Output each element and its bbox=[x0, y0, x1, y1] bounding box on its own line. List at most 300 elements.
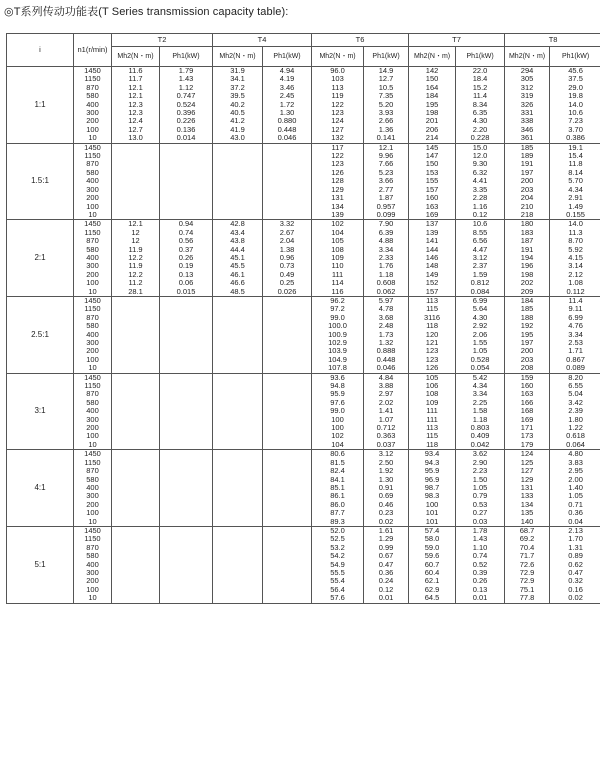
table-row bbox=[7, 586, 600, 594]
table-row bbox=[7, 339, 600, 347]
power-cell: 2.77 bbox=[364, 186, 409, 194]
power-cell bbox=[160, 305, 213, 313]
torque-cell: 108 bbox=[409, 390, 456, 398]
speed-cell: 580 bbox=[74, 246, 112, 254]
power-cell: 7.23 bbox=[550, 117, 600, 125]
power-cell: 0.155 bbox=[550, 211, 600, 220]
power-cell: 0.24 bbox=[364, 577, 409, 585]
torque-cell: 43.0 bbox=[213, 134, 263, 143]
torque-cell bbox=[213, 143, 263, 152]
table-row bbox=[7, 569, 600, 577]
torque-cell: 41.9 bbox=[213, 126, 263, 134]
power-cell bbox=[160, 416, 213, 424]
torque-cell: 139 bbox=[409, 229, 456, 237]
torque-cell bbox=[213, 526, 263, 535]
torque-cell: 159 bbox=[505, 373, 550, 382]
power-cell: 4.30 bbox=[456, 314, 505, 322]
torque-cell bbox=[112, 432, 160, 440]
speed-cell: 1450 bbox=[74, 220, 112, 229]
torque-cell: 77.8 bbox=[505, 594, 550, 603]
power-cell: 0.99 bbox=[364, 544, 409, 552]
table-row bbox=[7, 305, 600, 313]
torque-cell: 163 bbox=[505, 390, 550, 398]
speed-cell: 400 bbox=[74, 407, 112, 415]
power-cell: 0.396 bbox=[160, 109, 213, 117]
power-cell: 1.31 bbox=[550, 544, 600, 552]
torque-cell: 128 bbox=[312, 177, 364, 185]
torque-cell: 81.5 bbox=[312, 459, 364, 467]
torque-cell: 346 bbox=[505, 126, 550, 134]
torque-cell: 100.0 bbox=[312, 322, 364, 330]
power-cell: 1.61 bbox=[364, 526, 409, 535]
power-cell: 2.02 bbox=[364, 399, 409, 407]
table-row bbox=[7, 229, 600, 237]
torque-cell bbox=[213, 399, 263, 407]
torque-cell: 59.0 bbox=[409, 544, 456, 552]
speed-cell: 400 bbox=[74, 331, 112, 339]
torque-cell: 169 bbox=[409, 211, 456, 220]
power-cell: 1.41 bbox=[364, 407, 409, 415]
power-cell: 6.32 bbox=[456, 169, 505, 177]
power-cell: 5.64 bbox=[456, 305, 505, 313]
torque-cell bbox=[213, 322, 263, 330]
speed-cell: 1150 bbox=[74, 229, 112, 237]
table-row bbox=[7, 186, 600, 194]
power-cell: 0.04 bbox=[550, 518, 600, 527]
torque-cell: 326 bbox=[505, 101, 550, 109]
power-cell bbox=[263, 186, 312, 194]
power-cell: 0.03 bbox=[456, 518, 505, 527]
table-row bbox=[7, 577, 600, 585]
power-cell: 12.0 bbox=[456, 152, 505, 160]
power-cell: 7.35 bbox=[364, 92, 409, 100]
speed-cell: 100 bbox=[74, 203, 112, 211]
table-row bbox=[7, 288, 600, 297]
power-cell: 8.34 bbox=[456, 101, 505, 109]
speed-cell: 580 bbox=[74, 92, 112, 100]
power-cell: 0.228 bbox=[456, 134, 505, 143]
torque-cell bbox=[112, 586, 160, 594]
torque-cell: 86.1 bbox=[312, 492, 364, 500]
power-cell: 1.70 bbox=[550, 535, 600, 543]
torque-cell bbox=[213, 382, 263, 390]
power-cell: 0.36 bbox=[550, 509, 600, 517]
power-cell bbox=[263, 459, 312, 467]
torque-cell bbox=[112, 211, 160, 220]
speed-cell: 870 bbox=[74, 390, 112, 398]
torque-cell: 48.5 bbox=[213, 288, 263, 297]
torque-cell: 197 bbox=[505, 339, 550, 347]
power-cell: 4.19 bbox=[263, 75, 312, 83]
power-cell: 3.14 bbox=[550, 262, 600, 270]
torque-cell: 62.9 bbox=[409, 586, 456, 594]
torque-cell bbox=[112, 594, 160, 603]
torque-cell: 62.1 bbox=[409, 577, 456, 585]
torque-cell bbox=[112, 152, 160, 160]
table-row bbox=[7, 177, 600, 185]
power-cell: 0.099 bbox=[364, 211, 409, 220]
power-cell: 0.67 bbox=[364, 552, 409, 560]
power-cell: 2.39 bbox=[550, 407, 600, 415]
table-row bbox=[7, 390, 600, 398]
power-cell: 0.39 bbox=[456, 569, 505, 577]
torque-cell: 145 bbox=[409, 143, 456, 152]
speed-cell: 100 bbox=[74, 356, 112, 364]
torque-cell bbox=[112, 382, 160, 390]
torque-cell bbox=[112, 169, 160, 177]
model-header: T6 bbox=[312, 34, 409, 47]
torque-cell: 93.4 bbox=[409, 450, 456, 459]
torque-cell: 12.2 bbox=[112, 254, 160, 262]
torque-cell: 94.8 bbox=[312, 382, 364, 390]
power-cell: 10.5 bbox=[364, 84, 409, 92]
torque-cell bbox=[112, 501, 160, 509]
power-cell: 2.23 bbox=[456, 467, 505, 475]
power-cell: 0.89 bbox=[550, 552, 600, 560]
torque-cell: 148 bbox=[409, 262, 456, 270]
torque-cell: 137 bbox=[409, 220, 456, 229]
power-cell: 7.90 bbox=[364, 220, 409, 229]
power-cell: 0.73 bbox=[263, 262, 312, 270]
torque-cell: 319 bbox=[505, 92, 550, 100]
table-row bbox=[7, 467, 600, 475]
power-cell: 0.712 bbox=[364, 424, 409, 432]
power-cell: 3.34 bbox=[456, 390, 505, 398]
torque-cell: 119 bbox=[312, 92, 364, 100]
table-row bbox=[7, 262, 600, 270]
speed-cell: 10 bbox=[74, 134, 112, 143]
speed-cell: 300 bbox=[74, 339, 112, 347]
torque-cell bbox=[213, 484, 263, 492]
power-cell: 0.46 bbox=[364, 501, 409, 509]
torque-cell bbox=[213, 577, 263, 585]
table-row bbox=[7, 271, 600, 279]
power-cell: 11.3 bbox=[550, 229, 600, 237]
power-cell: 1.43 bbox=[456, 535, 505, 543]
torque-cell bbox=[213, 390, 263, 398]
power-cell bbox=[160, 177, 213, 185]
power-cell: 2.66 bbox=[364, 117, 409, 125]
power-cell: 2.04 bbox=[263, 237, 312, 245]
power-cell: 1.36 bbox=[364, 126, 409, 134]
power-cell bbox=[160, 322, 213, 330]
speed-cell: 1450 bbox=[74, 526, 112, 535]
torque-cell: 11.9 bbox=[112, 262, 160, 270]
power-cell: 0.27 bbox=[456, 509, 505, 517]
torque-cell bbox=[112, 518, 160, 527]
power-cell bbox=[263, 347, 312, 355]
torque-cell bbox=[112, 561, 160, 569]
torque-cell bbox=[213, 364, 263, 373]
power-cell bbox=[160, 501, 213, 509]
torque-cell bbox=[213, 305, 263, 313]
speed-cell: 400 bbox=[74, 484, 112, 492]
torque-cell bbox=[112, 535, 160, 543]
power-cell: 2.67 bbox=[263, 229, 312, 237]
speed-cell: 10 bbox=[74, 594, 112, 603]
torque-cell: 123 bbox=[312, 160, 364, 168]
torque-cell: 40.5 bbox=[213, 109, 263, 117]
speed-cell: 10 bbox=[74, 441, 112, 450]
power-cell: 0.141 bbox=[364, 134, 409, 143]
speed-cell: 1150 bbox=[74, 535, 112, 543]
power-cell: 0.136 bbox=[160, 126, 213, 134]
power-cell: 0.47 bbox=[550, 569, 600, 577]
torque-cell: 127 bbox=[312, 126, 364, 134]
power-cell bbox=[160, 509, 213, 517]
power-cell: 1.18 bbox=[456, 416, 505, 424]
power-cell bbox=[160, 211, 213, 220]
torque-cell: 129 bbox=[505, 476, 550, 484]
torque-cell: 202 bbox=[505, 279, 550, 287]
table-row bbox=[7, 347, 600, 355]
torque-cell: 99.0 bbox=[312, 407, 364, 415]
power-cell bbox=[263, 356, 312, 364]
power-cell bbox=[263, 569, 312, 577]
power-cell bbox=[263, 509, 312, 517]
torque-cell: 37.2 bbox=[213, 84, 263, 92]
power-cell: 2.33 bbox=[364, 254, 409, 262]
power-cell bbox=[263, 296, 312, 305]
torque-cell: 121 bbox=[409, 339, 456, 347]
torque-cell: 45.1 bbox=[213, 254, 263, 262]
torque-cell: 93.6 bbox=[312, 373, 364, 382]
torque-cell: 11.2 bbox=[112, 279, 160, 287]
model-header: T4 bbox=[213, 34, 312, 47]
table-row bbox=[7, 501, 600, 509]
torque-cell: 84.1 bbox=[312, 476, 364, 484]
speed-cell: 1150 bbox=[74, 75, 112, 83]
power-cell: 3.66 bbox=[364, 177, 409, 185]
torque-cell bbox=[213, 194, 263, 202]
power-cell: 14.0 bbox=[550, 101, 600, 109]
torque-cell: 163 bbox=[409, 203, 456, 211]
table-row bbox=[7, 84, 600, 92]
power-cell: 0.015 bbox=[160, 288, 213, 297]
power-cell: 1.72 bbox=[263, 101, 312, 109]
torque-cell: 201 bbox=[409, 117, 456, 125]
speed-cell: 200 bbox=[74, 424, 112, 432]
torque-cell: 34.1 bbox=[213, 75, 263, 83]
torque-cell: 89.3 bbox=[312, 518, 364, 527]
torque-cell: 198 bbox=[409, 109, 456, 117]
torque-header: Mh2(N・m) bbox=[112, 47, 160, 67]
torque-cell: 117 bbox=[312, 143, 364, 152]
power-cell: 11.8 bbox=[550, 160, 600, 168]
speed-cell: 1450 bbox=[74, 450, 112, 459]
power-cell: 0.12 bbox=[456, 211, 505, 220]
torque-cell bbox=[213, 535, 263, 543]
torque-cell: 60.4 bbox=[409, 569, 456, 577]
torque-cell: 68.7 bbox=[505, 526, 550, 535]
speed-cell: 870 bbox=[74, 160, 112, 168]
torque-header: Mh2(N・m) bbox=[505, 47, 550, 67]
torque-cell: 43.4 bbox=[213, 229, 263, 237]
power-cell: 6.39 bbox=[364, 229, 409, 237]
torque-cell: 111 bbox=[409, 416, 456, 424]
power-cell: 1.78 bbox=[456, 526, 505, 535]
table-row bbox=[7, 314, 600, 322]
power-cell bbox=[160, 339, 213, 347]
power-cell: 0.37 bbox=[160, 246, 213, 254]
torque-cell: 55.4 bbox=[312, 577, 364, 585]
torque-cell: 100 bbox=[409, 501, 456, 509]
power-cell: 14.9 bbox=[364, 67, 409, 76]
power-cell: 0.386 bbox=[550, 134, 600, 143]
torque-cell: 124 bbox=[312, 117, 364, 125]
torque-cell: 125 bbox=[505, 459, 550, 467]
torque-cell: 12.2 bbox=[112, 271, 160, 279]
power-cell: 0.062 bbox=[364, 288, 409, 297]
power-cell: 1.73 bbox=[364, 331, 409, 339]
power-cell: 0.19 bbox=[160, 262, 213, 270]
torque-cell: 58.0 bbox=[409, 535, 456, 543]
power-cell: 3.93 bbox=[364, 109, 409, 117]
torque-cell: 99.0 bbox=[312, 314, 364, 322]
torque-cell: 188 bbox=[505, 314, 550, 322]
power-cell bbox=[263, 476, 312, 484]
torque-cell: 139 bbox=[312, 211, 364, 220]
power-cell: 3.12 bbox=[364, 450, 409, 459]
torque-cell: 98.3 bbox=[409, 492, 456, 500]
torque-cell: 168 bbox=[505, 407, 550, 415]
power-header: Ph1(kW) bbox=[550, 47, 600, 67]
torque-cell: 103.9 bbox=[312, 347, 364, 355]
power-cell: 8.20 bbox=[550, 373, 600, 382]
torque-cell: 134 bbox=[505, 501, 550, 509]
power-cell: 6.99 bbox=[456, 296, 505, 305]
power-cell: 4.76 bbox=[550, 322, 600, 330]
power-cell bbox=[160, 526, 213, 535]
power-cell bbox=[263, 586, 312, 594]
power-cell: 0.528 bbox=[456, 356, 505, 364]
torque-cell: 46.1 bbox=[213, 271, 263, 279]
torque-cell: 71.7 bbox=[505, 552, 550, 560]
torque-cell bbox=[213, 544, 263, 552]
power-cell: 1.38 bbox=[263, 246, 312, 254]
torque-cell: 115 bbox=[409, 305, 456, 313]
torque-cell bbox=[112, 177, 160, 185]
torque-cell: 104 bbox=[312, 441, 364, 450]
speed-cell: 100 bbox=[74, 586, 112, 594]
power-cell: 0.23 bbox=[364, 509, 409, 517]
torque-cell bbox=[213, 169, 263, 177]
power-cell: 1.29 bbox=[364, 535, 409, 543]
power-cell: 2.13 bbox=[550, 526, 600, 535]
power-cell bbox=[160, 407, 213, 415]
ratio-header: i bbox=[7, 34, 74, 67]
power-cell: 2.91 bbox=[550, 194, 600, 202]
torque-cell bbox=[213, 373, 263, 382]
torque-cell: 142 bbox=[409, 67, 456, 76]
torque-cell bbox=[213, 356, 263, 364]
torque-cell: 160 bbox=[505, 382, 550, 390]
torque-cell: 183 bbox=[505, 229, 550, 237]
torque-cell: 150 bbox=[409, 160, 456, 168]
power-cell bbox=[160, 492, 213, 500]
torque-cell bbox=[112, 552, 160, 560]
table-row bbox=[7, 254, 600, 262]
torque-cell: 157 bbox=[409, 288, 456, 297]
power-cell bbox=[160, 186, 213, 194]
table-row bbox=[7, 92, 600, 100]
torque-cell: 113 bbox=[409, 424, 456, 432]
ratio-cell: 5:1 bbox=[7, 526, 74, 603]
power-cell: 6.55 bbox=[550, 382, 600, 390]
power-cell: 0.046 bbox=[364, 364, 409, 373]
torque-cell: 118 bbox=[409, 322, 456, 330]
table-row bbox=[7, 296, 600, 305]
torque-cell: 87.7 bbox=[312, 509, 364, 517]
speed-cell: 300 bbox=[74, 569, 112, 577]
power-cell bbox=[263, 373, 312, 382]
speed-cell: 10 bbox=[74, 211, 112, 220]
power-cell bbox=[160, 467, 213, 475]
power-cell: 1.08 bbox=[550, 279, 600, 287]
torque-cell: 94.3 bbox=[409, 459, 456, 467]
power-cell: 0.037 bbox=[364, 441, 409, 450]
torque-cell bbox=[112, 331, 160, 339]
speed-cell: 870 bbox=[74, 467, 112, 475]
speed-cell: 300 bbox=[74, 416, 112, 424]
power-cell bbox=[160, 373, 213, 382]
power-cell bbox=[160, 331, 213, 339]
power-cell: 1.30 bbox=[263, 109, 312, 117]
power-cell bbox=[160, 594, 213, 603]
table-row bbox=[7, 101, 600, 109]
torque-cell: 95.9 bbox=[409, 467, 456, 475]
speed-cell: 1150 bbox=[74, 459, 112, 467]
torque-cell bbox=[213, 177, 263, 185]
table-row bbox=[7, 594, 600, 603]
power-cell bbox=[263, 518, 312, 527]
torque-cell bbox=[112, 347, 160, 355]
power-cell: 12.7 bbox=[364, 75, 409, 83]
torque-cell: 70.4 bbox=[505, 544, 550, 552]
torque-cell: 171 bbox=[505, 424, 550, 432]
speed-cell: 100 bbox=[74, 432, 112, 440]
torque-cell: 54.2 bbox=[312, 552, 364, 560]
power-cell: 0.62 bbox=[550, 561, 600, 569]
torque-header: Mh2(N・m) bbox=[409, 47, 456, 67]
torque-cell bbox=[213, 432, 263, 440]
power-cell: 2.28 bbox=[456, 194, 505, 202]
power-cell: 2.53 bbox=[550, 339, 600, 347]
torque-cell bbox=[112, 577, 160, 585]
torque-cell: 57.6 bbox=[312, 594, 364, 603]
ratio-cell: 3:1 bbox=[7, 373, 74, 450]
torque-cell: 123 bbox=[312, 109, 364, 117]
power-cell bbox=[160, 194, 213, 202]
power-cell bbox=[263, 407, 312, 415]
torque-cell bbox=[112, 364, 160, 373]
power-cell: 4.78 bbox=[364, 305, 409, 313]
power-cell bbox=[263, 314, 312, 322]
power-cell: 2.95 bbox=[550, 467, 600, 475]
power-cell bbox=[263, 416, 312, 424]
power-cell: 1.71 bbox=[550, 347, 600, 355]
torque-cell: 13.0 bbox=[112, 134, 160, 143]
torque-cell: 80.6 bbox=[312, 450, 364, 459]
power-cell: 1.16 bbox=[456, 203, 505, 211]
torque-cell: 312 bbox=[505, 84, 550, 92]
power-cell bbox=[263, 169, 312, 177]
power-cell bbox=[160, 586, 213, 594]
power-cell: 10.6 bbox=[456, 220, 505, 229]
torque-cell bbox=[213, 211, 263, 220]
torque-cell: 100.9 bbox=[312, 331, 364, 339]
power-cell: 0.226 bbox=[160, 117, 213, 125]
